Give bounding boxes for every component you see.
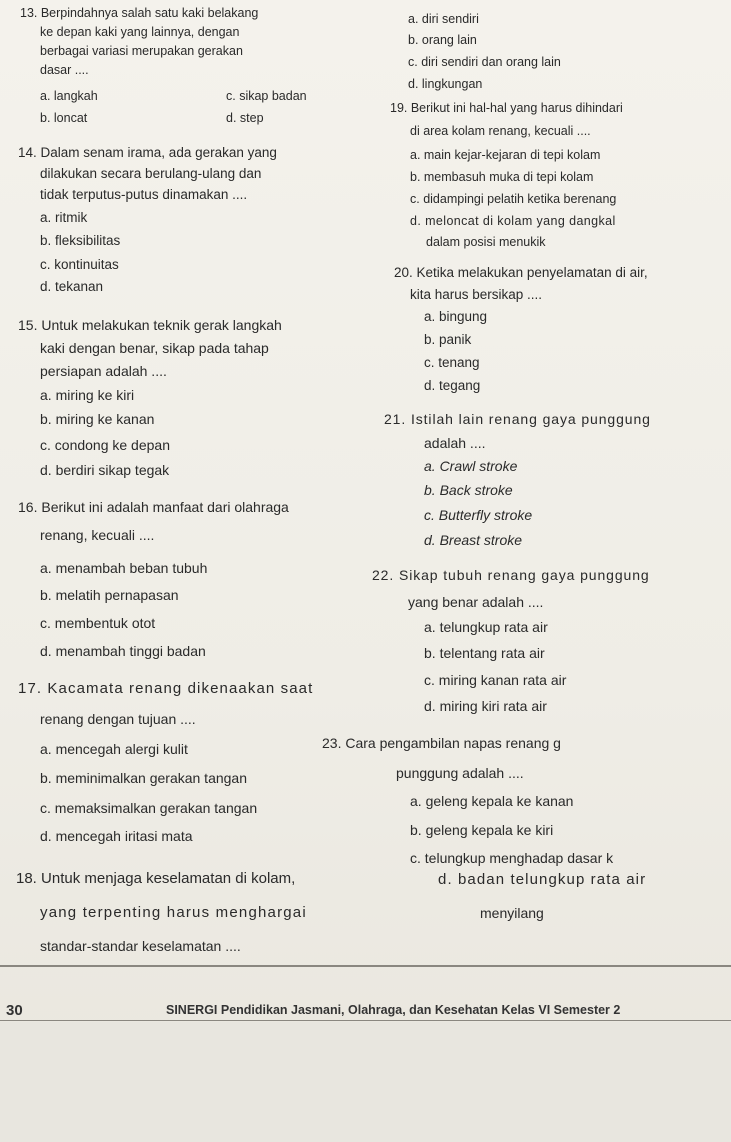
q20-option-b[interactable]: b. panik — [424, 332, 472, 347]
q13-stem-line-4: dasar .... — [40, 63, 89, 77]
q21-option-b[interactable] — [424, 482, 513, 498]
q13-stem-line-3: berbagai variasi merupakan gerakan — [40, 44, 243, 58]
q19-option-a[interactable]: a. main kejar-kejaran di tepi kolam — [410, 148, 601, 162]
q15-option-a[interactable]: a. miring ke kiri — [40, 387, 135, 403]
q16-option-d[interactable]: d. menambah tinggi badan — [40, 643, 206, 659]
page-number: 30 — [6, 1002, 23, 1019]
q14-option-d[interactable]: d. tekanan — [40, 279, 104, 294]
q15-stem-line-3: persiapan adalah .... — [40, 363, 167, 379]
q15-stem-line-2: kaki dengan benar, sikap pada tahap — [40, 340, 269, 356]
q13-right-option-d[interactable]: d. lingkungan — [408, 77, 483, 91]
q21-option-a[interactable] — [424, 458, 517, 474]
q20-option-d[interactable]: d. tegang — [424, 378, 481, 393]
q21-stem-line-1: 21. Istilah lain renang gaya punggung — [384, 411, 651, 427]
q20-option-c[interactable]: c. tenang — [424, 355, 480, 370]
q14-option-c[interactable]: c. kontinuitas — [40, 257, 119, 272]
blank-page-margin — [0, 1022, 731, 1142]
q17-option-b[interactable]: b. meminimalkan gerakan tangan — [40, 770, 248, 786]
q19-stem-line-2: di area kolam renang, kecuali .... — [410, 124, 591, 138]
q22-stem-line-2: yang benar adalah .... — [408, 594, 544, 610]
q18-stem-line-2: yang terpenting harus menghargai — [40, 904, 307, 921]
q15-stem-line-1: 15. Untuk melakukan teknik gerak langkah — [18, 317, 282, 333]
q19-option-d[interactable]: d. meloncat di kolam yang dangkal — [410, 214, 616, 228]
footer-rule-top — [0, 965, 731, 967]
q23-option-a[interactable]: a. geleng kepala ke kanan — [410, 793, 574, 809]
q17-option-c[interactable]: c. memaksimalkan gerakan tangan — [40, 800, 258, 816]
q23-option-d[interactable]: d. badan telungkup rata air — [438, 871, 647, 888]
q23-stem-line-1: 23. Cara pengambilan napas renang g — [322, 735, 561, 751]
footer-title: SINERGI Pendidikan Jasmani, Olahraga, dan Kesehatan Kelas VI Semester 2 — [166, 1003, 621, 1017]
q22-option-a[interactable]: a. telungkup rata air — [424, 619, 548, 635]
q21-option-c[interactable] — [424, 507, 532, 523]
q14-option-a[interactable]: a. ritmik — [40, 210, 88, 225]
q22-option-c[interactable]: c. miring kanan rata air — [424, 672, 567, 688]
q18-stem-line-1: 18. Untuk menjaga keselamatan di kolam, — [16, 870, 296, 887]
q13-right-option-b[interactable]: b. orang lain — [408, 33, 477, 47]
q21-option-b-text: b. Back stroke — [424, 482, 513, 498]
q14-option-b[interactable]: b. fleksibilitas — [40, 233, 121, 248]
q23-option-b[interactable]: b. geleng kepala ke kiri — [410, 822, 554, 838]
q19-option-b[interactable]: b. membasuh muka di tepi kolam — [410, 170, 594, 184]
q13-right-option-c[interactable]: c. diri sendiri dan orang lain — [408, 55, 561, 69]
q21-stem-line-2: adalah .... — [424, 435, 486, 451]
q13-right-option-a[interactable]: a. diri sendiri — [408, 12, 479, 26]
q14-stem-line-2: dilakukan secara berulang-ulang dan — [40, 166, 262, 181]
q19-stem-line-1: 19. Berikut ini hal-hal yang harus dihindari — [390, 101, 623, 115]
q13-option-b[interactable]: b. loncat — [40, 111, 88, 125]
q19-option-c[interactable]: c. didampingi pelatih ketika berenang — [410, 192, 617, 206]
q15-option-d[interactable]: d. berdiri sikap tegak — [40, 462, 170, 478]
q15-option-c[interactable]: c. condong ke depan — [40, 437, 170, 453]
q13-option-a[interactable]: a. langkah — [40, 89, 98, 103]
q20-option-a[interactable]: a. bingung — [424, 309, 488, 324]
q15-option-b[interactable]: b. miring ke kanan — [40, 411, 155, 427]
q16-option-a[interactable]: a. menambah beban tubuh — [40, 560, 208, 576]
q23-option-d-cont: menyilang — [480, 905, 544, 921]
q14-stem-line-1: 14. Dalam senam irama, ada gerakan yang — [18, 145, 277, 160]
q23-option-c[interactable]: c. telungkup menghadap dasar k — [410, 850, 614, 866]
q17-option-d[interactable]: d. mencegah iritasi mata — [40, 828, 193, 844]
q20-stem-line-2: kita harus bersikap .... — [410, 287, 543, 302]
q16-stem-line-2: renang, kecuali .... — [40, 527, 155, 543]
q22-stem-line-1: 22. Sikap tubuh renang gaya punggung — [372, 567, 650, 583]
q16-stem-line-1: 16. Berikut ini adalah manfaat dari olahraga — [18, 499, 289, 515]
q17-stem-line-1: 17. Kacamata renang dikenaakan saat — [18, 680, 314, 697]
q23-stem-line-2: punggung adalah .... — [396, 765, 524, 781]
q17-stem-line-2: renang dengan tujuan .... — [40, 711, 196, 727]
q21-option-d[interactable] — [424, 532, 522, 548]
q22-option-d[interactable]: d. miring kiri rata air — [424, 698, 547, 714]
q19-option-d-cont: dalam posisi menukik — [426, 235, 546, 249]
q14-stem-line-3: tidak terputus-putus dinamakan .... — [40, 187, 248, 202]
q20-stem-line-1: 20. Ketika melakukan penyelamatan di air, — [394, 265, 648, 280]
q13-stem-line-1: 13. Berpindahnya salah satu kaki belakang — [20, 6, 259, 20]
q18-stem-line-3: standar-standar keselamatan .... — [40, 938, 241, 954]
footer-rule-bottom — [0, 1020, 731, 1021]
q13-option-c[interactable]: c. sikap badan — [226, 89, 307, 103]
q21-option-d-text: d. Breast stroke — [424, 532, 523, 548]
q16-option-b[interactable]: b. melatih pernapasan — [40, 587, 179, 603]
q17-option-a[interactable]: a. mencegah alergi kulit — [40, 741, 188, 757]
q22-option-b[interactable]: b. telentang rata air — [424, 645, 545, 661]
q13-option-d[interactable]: d. step — [226, 111, 264, 125]
q13-stem-line-2: ke depan kaki yang lainnya, dengan — [40, 25, 240, 39]
q16-option-c[interactable]: c. membentuk otot — [40, 615, 156, 631]
q21-option-c-text: c. Butterfly stroke — [424, 507, 533, 523]
q21-option-a-text: a. Crawl stroke — [424, 458, 518, 474]
